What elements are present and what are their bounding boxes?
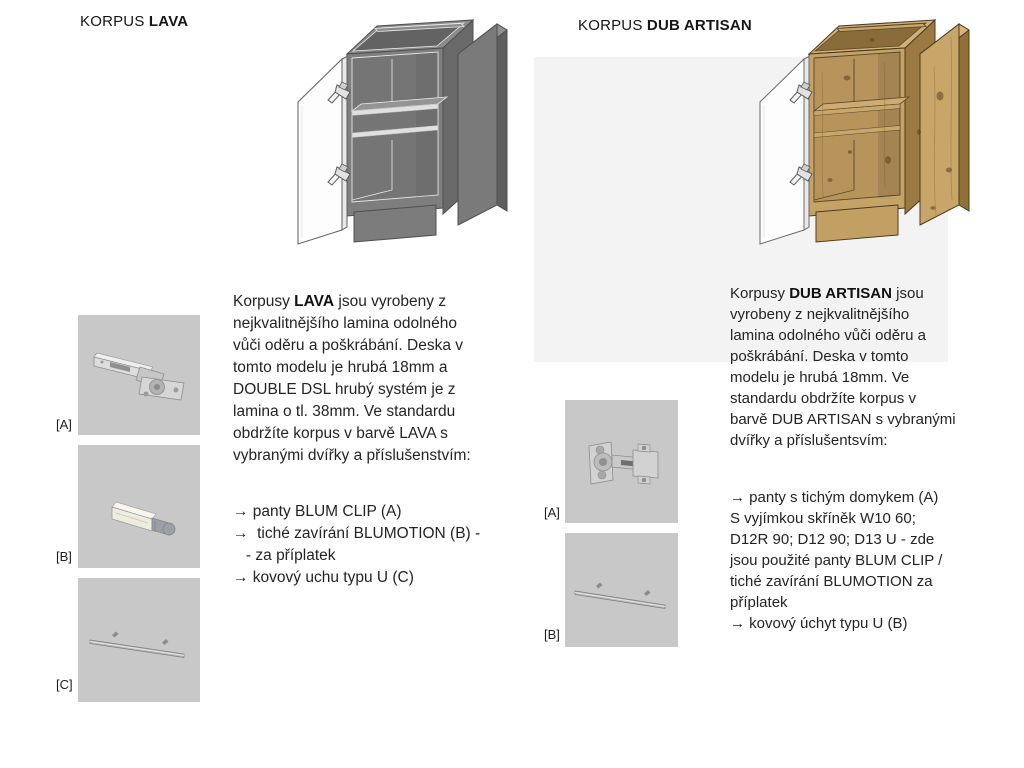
list-item: → panty BLUM CLIP (A) bbox=[233, 503, 402, 520]
text-line bbox=[233, 291, 533, 313]
text-line: vybranými dvířky a příslušenstvím: bbox=[233, 447, 471, 464]
text-segment: Korpusy bbox=[233, 293, 295, 310]
text-line: vyrobeny z nejkvalitnějšího bbox=[730, 306, 910, 323]
list-item-continuation: tiché zavírání BLUMOTION za bbox=[730, 573, 933, 590]
list-item-continuation: D12R 90; D12 90; D13 U - zde bbox=[730, 531, 935, 548]
list-item: → tiché zavírání BLUMOTION (B) - bbox=[233, 525, 481, 542]
text-line: nejkvalitnějšího lamina odolného bbox=[233, 315, 458, 332]
u-handle-icon bbox=[565, 533, 678, 647]
text-line: poškrábání. Deska v tomto bbox=[730, 348, 909, 365]
hardware-image-handle bbox=[78, 578, 200, 702]
text-line: DOUBLE DSL hrubý systém je z bbox=[233, 381, 456, 398]
text-line: standardu obdržíte korpus v bbox=[730, 390, 916, 407]
list-item-continuation: - za příplatek bbox=[233, 547, 336, 564]
title-bold: DUB ARTISAN bbox=[646, 17, 752, 34]
cabinet-loose-side-panel bbox=[920, 24, 969, 225]
cabinet-door bbox=[298, 57, 347, 245]
text-segment-bold: DUB ARTISAN bbox=[789, 285, 892, 302]
list-item-continuation: příplatek bbox=[730, 594, 788, 611]
right-description bbox=[730, 283, 978, 634]
list-item: → panty s tichým domykem (A) bbox=[730, 489, 939, 506]
damper-blumotion-icon bbox=[78, 445, 200, 568]
cabinet-door bbox=[760, 57, 809, 245]
text-line: dvířky a příslušentsvím: bbox=[730, 432, 888, 449]
left-section-title bbox=[80, 13, 188, 30]
text-line: lamina o tl. 38mm. Ve standardu bbox=[233, 403, 456, 420]
hardware-label-c: [C] bbox=[56, 677, 73, 692]
hinge-blum-clip-icon bbox=[78, 315, 200, 435]
text-line: tomto modelu je hrubá 18mm a bbox=[233, 359, 448, 376]
list-item: → kovový uchu typu U (C) bbox=[233, 569, 414, 586]
title-prefix: KORPUS bbox=[80, 13, 149, 30]
hardware-image-handle bbox=[565, 533, 678, 647]
list-item: → kovový úchyt typu U (B) bbox=[730, 615, 908, 632]
cabinet-body bbox=[347, 20, 473, 242]
list-item-continuation: S vyjímkou skříněk W10 60; bbox=[730, 510, 916, 527]
text-segment-bold: LAVA bbox=[294, 293, 335, 310]
right-section-title bbox=[578, 17, 752, 34]
cabinet-illustration-lava bbox=[290, 12, 530, 264]
hardware-label-a: [A] bbox=[544, 505, 560, 520]
title-bold: LAVA bbox=[148, 13, 189, 30]
title-prefix: KORPUS bbox=[578, 17, 647, 34]
cabinet-illustration-dub-artisan bbox=[752, 12, 992, 264]
text-segment: Korpusy bbox=[730, 285, 790, 302]
text-line: obdržíte korpus v barvě LAVA s bbox=[233, 425, 448, 442]
hardware-label-b: [B] bbox=[544, 627, 560, 642]
text-line: modelu je hrubá 18mm. Ve bbox=[730, 369, 910, 386]
text-segment: jsou vyrobeny z bbox=[334, 293, 447, 310]
text-line: barvě DUB ARTISAN s vybranými bbox=[730, 411, 956, 428]
cabinet-loose-side-panel bbox=[458, 24, 507, 225]
left-description bbox=[233, 291, 533, 589]
hardware-image-damper bbox=[78, 445, 200, 568]
u-handle-icon bbox=[78, 578, 200, 702]
text-line bbox=[730, 283, 978, 304]
left-feature-list bbox=[233, 501, 533, 589]
hardware-image-hinge-compact bbox=[565, 400, 678, 523]
list-item-continuation: jsou použité panty BLUM CLIP / bbox=[730, 552, 943, 569]
text-line: lamina odolného vůči oděru a bbox=[730, 327, 926, 344]
hinge-soft-close-icon bbox=[565, 400, 678, 523]
text-segment: jsou bbox=[891, 285, 924, 302]
cabinet-body bbox=[809, 20, 935, 242]
hardware-label-b: [B] bbox=[56, 549, 72, 564]
text-line: vůči oděru a poškrábání. Deska v bbox=[233, 337, 464, 354]
right-feature-list bbox=[730, 487, 978, 634]
hardware-label-a: [A] bbox=[56, 417, 72, 432]
hardware-image-hinge-long bbox=[78, 315, 200, 435]
